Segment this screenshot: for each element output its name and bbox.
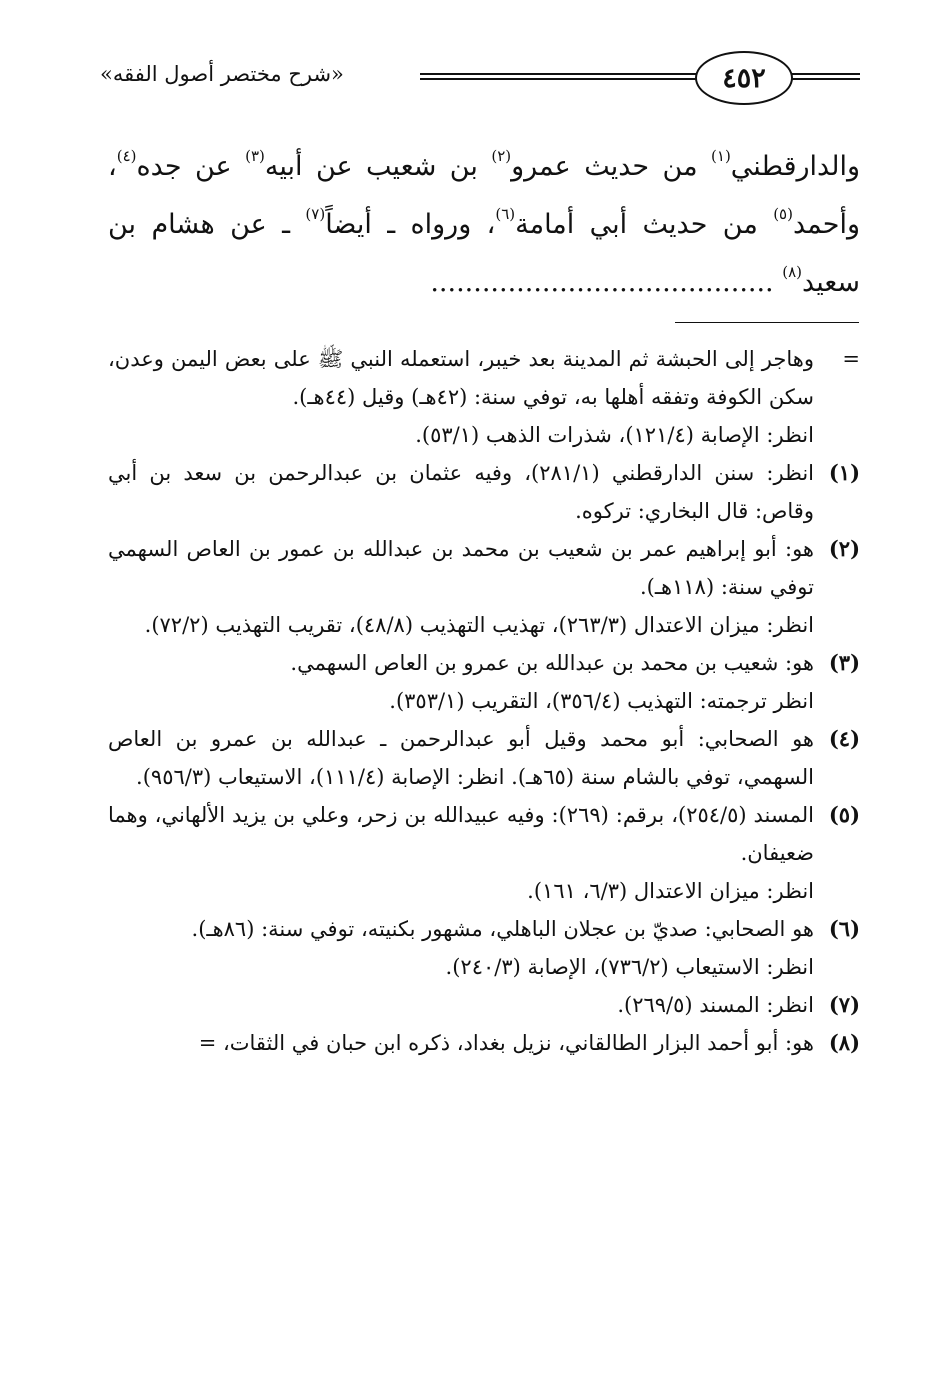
main-text-segment: بن شعيب عن أبيه xyxy=(264,151,478,182)
main-text-segment: عن جده xyxy=(136,151,232,182)
footnote-7 xyxy=(108,986,860,1024)
footnote-text: انظر: ميزان الاعتدال (٦/٣، ١٦١). xyxy=(527,879,814,903)
footnote-marker: (٤) xyxy=(828,726,860,751)
main-text-segment: ـ عن هشام بن سعيد xyxy=(108,209,860,298)
footnote-ref: (٤) xyxy=(116,147,137,165)
footnote-text: انظر: الاستيعاب (٧٣٦/٢)، الإصابة (٢٤٠/٣). xyxy=(445,955,814,979)
footnote-ref: (٧) xyxy=(305,205,326,223)
footnote-text: انظر: ميزان الاعتدال (٢٦٣/٣)، تهذيب التهذيب (٤٨/٨)، تقريب التهذيب (٧٢/٢). xyxy=(144,613,814,637)
footnote-text: انظر: سنن الدارقطني (٢٨١/١)، وفيه عثمان بن عبدالرحمن بن سعد بن أبي وقاص: قال البخاري: تركوه. xyxy=(108,461,815,523)
footnote-separator xyxy=(675,322,859,323)
footnote-marker: (٦) xyxy=(828,916,860,941)
footnote-text: انظر: المسند (٢٦٩/٥). xyxy=(617,993,814,1017)
footnote-marker: (١) xyxy=(828,460,860,485)
footnote-5 xyxy=(108,796,860,910)
footnote-ref: (٣) xyxy=(245,147,265,165)
footnote-6 xyxy=(108,910,860,986)
footnote-4 xyxy=(108,720,860,796)
continuation-dots: ........................................ xyxy=(430,267,774,298)
footnote-marker: (٨) xyxy=(828,1030,860,1055)
footnotes xyxy=(108,340,860,1062)
footnote-text: هو الصحابي: صديّ بن عجلان الباهلي، مشهور بكنيته، توفي سنة: (٨٦هـ). xyxy=(191,917,814,941)
header-rule xyxy=(790,73,860,75)
running-header xyxy=(100,40,860,106)
footnote-8 xyxy=(108,1024,860,1062)
footnote-ref: (٦) xyxy=(495,205,516,223)
page-number: ٤٥٢ xyxy=(695,51,793,105)
main-text-segment: من حديث عمرو xyxy=(511,151,698,182)
footnote-text: هو: أبو إبراهيم عمر بن شعيب بن محمد بن عبدالله بن عمور بن العاص السهمي توفي سنة: (١١٨هـ). xyxy=(108,537,814,599)
header-rule xyxy=(790,78,860,80)
footnote-3 xyxy=(108,644,860,720)
main-text xyxy=(108,138,860,312)
main-text-segment: من حديث أبي أمامة xyxy=(515,209,758,240)
footnote-text: انظر ترجمته: التهذيب (٣٥٦/٤)، التقريب (٣٥٣/١). xyxy=(389,689,814,713)
footnote-marker: = xyxy=(842,347,860,371)
main-text-segment: وأحمد xyxy=(792,209,860,240)
footnote-marker: (٥) xyxy=(828,802,860,827)
footnote-marker: (٢) xyxy=(828,536,860,561)
footnote-ref: (٨) xyxy=(782,263,803,281)
footnote-text: وهاجر إلى الحبشة ثم المدينة بعد خيبر، استعمله النبي ﷺ على بعض اليمن وعدن، سكن الكوفة وتفقه أهلها به، توفي سنة: (٤٢هـ) وقيل (٤٤هـ). xyxy=(108,347,814,409)
footnote-text: المسند (٢٥٤/٥)، برقم: (٢٦٩): وفيه عبيدالله بن زحر، وعلي بن يزيد الألهاني، وهما ضعيفان. xyxy=(108,803,814,865)
footnote-ref: (٥) xyxy=(773,205,793,223)
footnote-1 xyxy=(108,454,860,530)
footnote-ref: (١) xyxy=(711,147,731,165)
footnote-text: هو: أبو أحمد البزار الطالقاني، نزيل بغداد، ذكره ابن حبان في الثقات، = xyxy=(198,1031,814,1055)
footnote-continued xyxy=(108,340,860,454)
footnote-text: هو: شعيب بن محمد بن عبدالله بن عمرو بن العاص السهمي. xyxy=(290,651,814,675)
main-text-segment: ، xyxy=(108,151,117,182)
book-title: «شرح مختصر أصول الفقه» xyxy=(100,62,344,86)
footnote-marker: (٣) xyxy=(828,650,860,675)
footnote-2 xyxy=(108,530,860,644)
main-text-segment: ، ورواه ـ أيضاً xyxy=(325,209,496,240)
main-text-segment: والدارقطني xyxy=(730,151,860,182)
footnote-marker: (٧) xyxy=(828,992,860,1017)
footnote-text: انظر: الإصابة (١٢١/٤)، شذرات الذهب (٥٣/١). xyxy=(415,423,814,447)
footnote-text: هو الصحابي: أبو محمد وقيل أبو عبدالرحمن ـ عبدالله بن عمرو بن العاص السهمي، توفي بالشام سنة (٦٥هـ). انظر: الإصابة (١١١/٤)، الاستيعاب (٩٥٦/٣). xyxy=(108,727,814,789)
footnote-ref: (٢) xyxy=(491,147,512,165)
